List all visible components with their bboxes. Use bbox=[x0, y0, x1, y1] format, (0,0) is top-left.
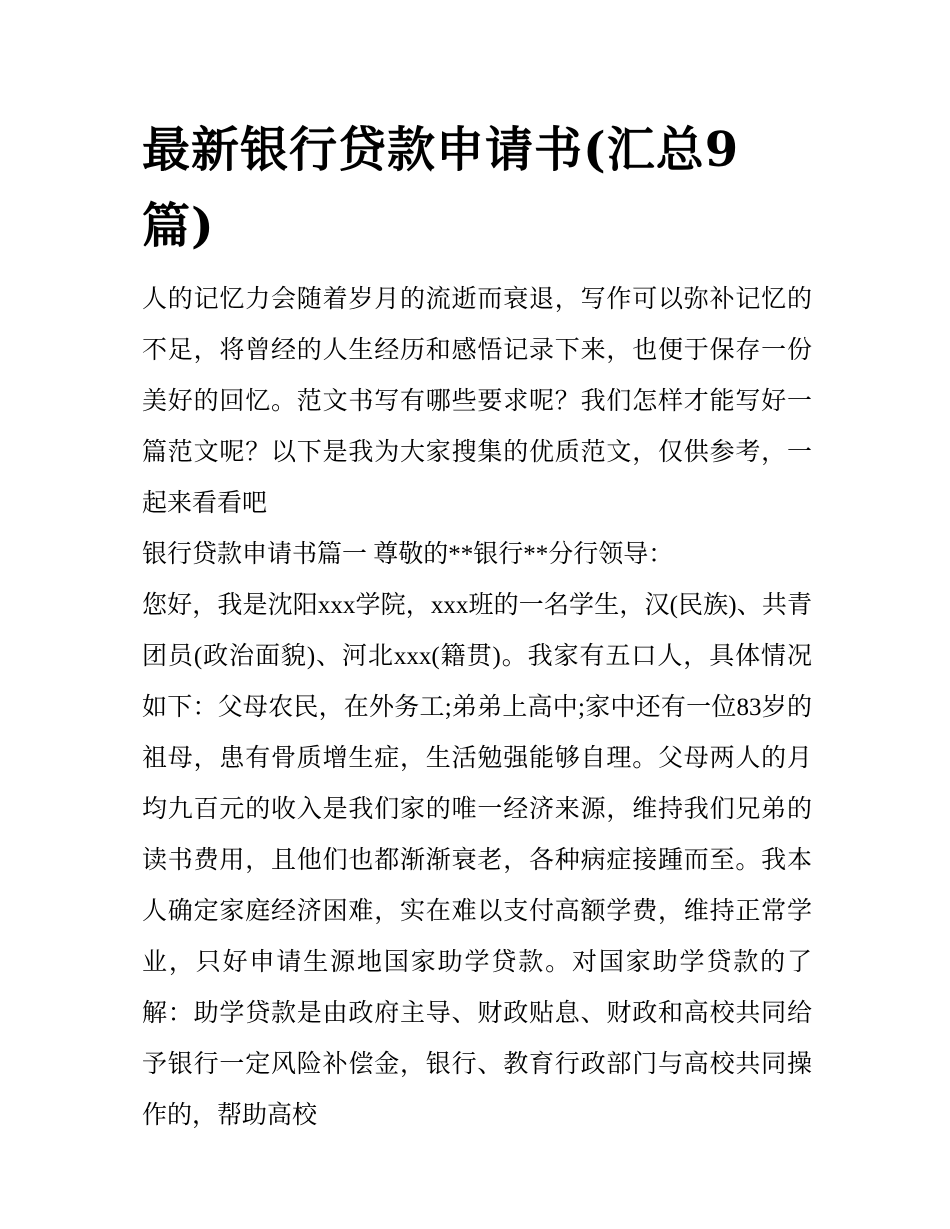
document-body bbox=[142, 274, 812, 1141]
section-heading-paragraph: 银行贷款申请书篇一 尊敬的**银行**分行领导： bbox=[142, 541, 674, 568]
letter-body-paragraph: 您好，我是沈阳xxx学院，xxx班的一名学生，汉(民族)、共青团员(政治面貌)、河北xxx(籍贯)。我家有五口人，具体情况如下：父母农民，在外务工;弟弟上高中;家中还有一位83岁的祖母，患有骨质增生症，生活勉强能够自理。父母两人的月均九百元的收入是我们家的唯一经济来源，维持我们兄弟的读书费用，且他们也都渐渐衰老，各种病症接踵而至。我本人确定家庭经济困难，实在难以支付高额学费，维持正常学业，只好申请生源地国家助学贷款。对国家助学贷款的了解：助学贷款是由政府主导、财政贴息、财政和高校共同给予银行一定风险补偿金，银行、教育行政部门与高校共同操作的，帮助高校 bbox=[142, 592, 812, 1129]
intro-paragraph: 人的记忆力会随着岁月的流逝而衰退，写作可以弥补记忆的不足，将曾经的人生经历和感悟记录下来，也便于保存一份美好的回忆。范文书写有哪些要求呢？我们怎样才能写好一篇范文呢？以下是我为大家搜集的优质范文，仅供参考，一起来看看吧 bbox=[142, 286, 812, 517]
document-title: 最新银行贷款申请书(汇总9篇) bbox=[142, 122, 740, 254]
